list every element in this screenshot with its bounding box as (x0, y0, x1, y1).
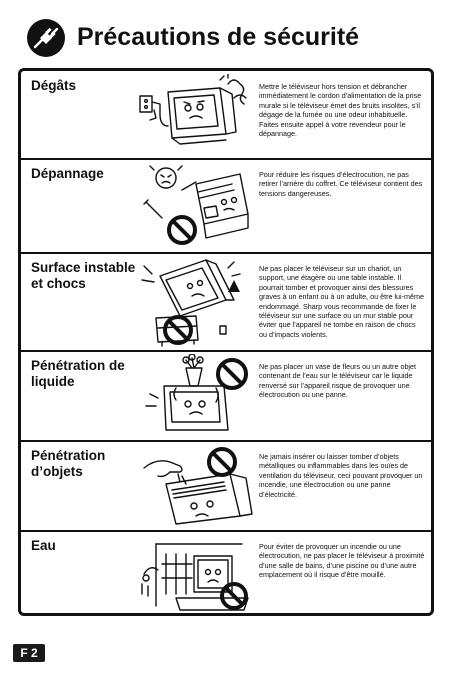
section-text: Pour éviter de provoquer un incendie ou une électrocution, ne pas placer le téléviseur à proximité d’une salle de bains, d’une piscine ou d’une autre emplacement où il risque d’être mouillé. (259, 542, 425, 580)
tv-falling-from-cart-illustration (136, 256, 254, 348)
section-repair (21, 160, 431, 252)
section-liquid (21, 352, 431, 440)
section-objects (21, 442, 431, 530)
objects-into-vents-prohibited-illustration (136, 444, 254, 528)
no-opening-back-cover-illustration (136, 162, 254, 250)
section-water (21, 532, 431, 614)
section-text: Ne jamais insérer ou laisser tomber d’objets métalliques ou inflammables dans les ouïes de ventilation du téléviseur, ceci pouvant provoquer un incendie, une électrocution ou une panne d’électricité. (259, 452, 423, 499)
tv-near-bathtub-prohibited-illustration (136, 534, 254, 614)
section-heading: Pénétration de liquide (31, 358, 125, 389)
section-text: Ne pas placer le téléviseur sur un chariot, un support, une étagère ou une table instable. Il pourrait tomber et provoquer ainsi des blessures graves à un enfant ou à un adulte, ou être lui-même endommagé. Sharp vous recommande de fixer le téléviseur sur une surface ou un mur stable pour éviter que l’appareil ne tombe en raison de chocs ou d’impacts violents. (259, 264, 425, 339)
vase-on-tv-prohibited-illustration (136, 354, 254, 438)
section-unstable-surface (21, 254, 431, 350)
smoking-tv-unplug-illustration (136, 74, 254, 154)
section-heading: Dépannage (31, 166, 104, 181)
page-header (26, 18, 446, 62)
section-text: Ne pas placer un vase de fleurs ou un autre objet contenant de l’eau sur le téléviseur car le liquide renversé sur l’appareil risque de provoquer une électrocution ou une panne. (259, 362, 417, 400)
section-heading: Surface instable et chocs (31, 260, 136, 291)
section-heading: Dégâts (31, 78, 77, 93)
page-number-badge: F 2 (13, 644, 45, 662)
unplugged-plug-icon (26, 18, 66, 58)
section-text: Mettre le téléviseur hors tension et débrancher immédiatement le cordon d’alimentation de la prise murale si le téléviseur émet des bruits insolites, s’il dégage de la fumée ou une odeur inhabituelle. Faites ensuite appel à votre revendeur pour le dépannage. (259, 82, 422, 139)
section-heading: Eau (31, 538, 56, 553)
page-title: Précautions de sécurité (77, 23, 360, 51)
section-heading: Pénétration d’objets (31, 448, 106, 479)
section-damage (21, 72, 431, 158)
section-text: Pour réduire les risques d’électrocution, ne pas retirer l’arrière du coffret. Ce téléviseur contient des tensions dangereuses. (259, 170, 423, 198)
